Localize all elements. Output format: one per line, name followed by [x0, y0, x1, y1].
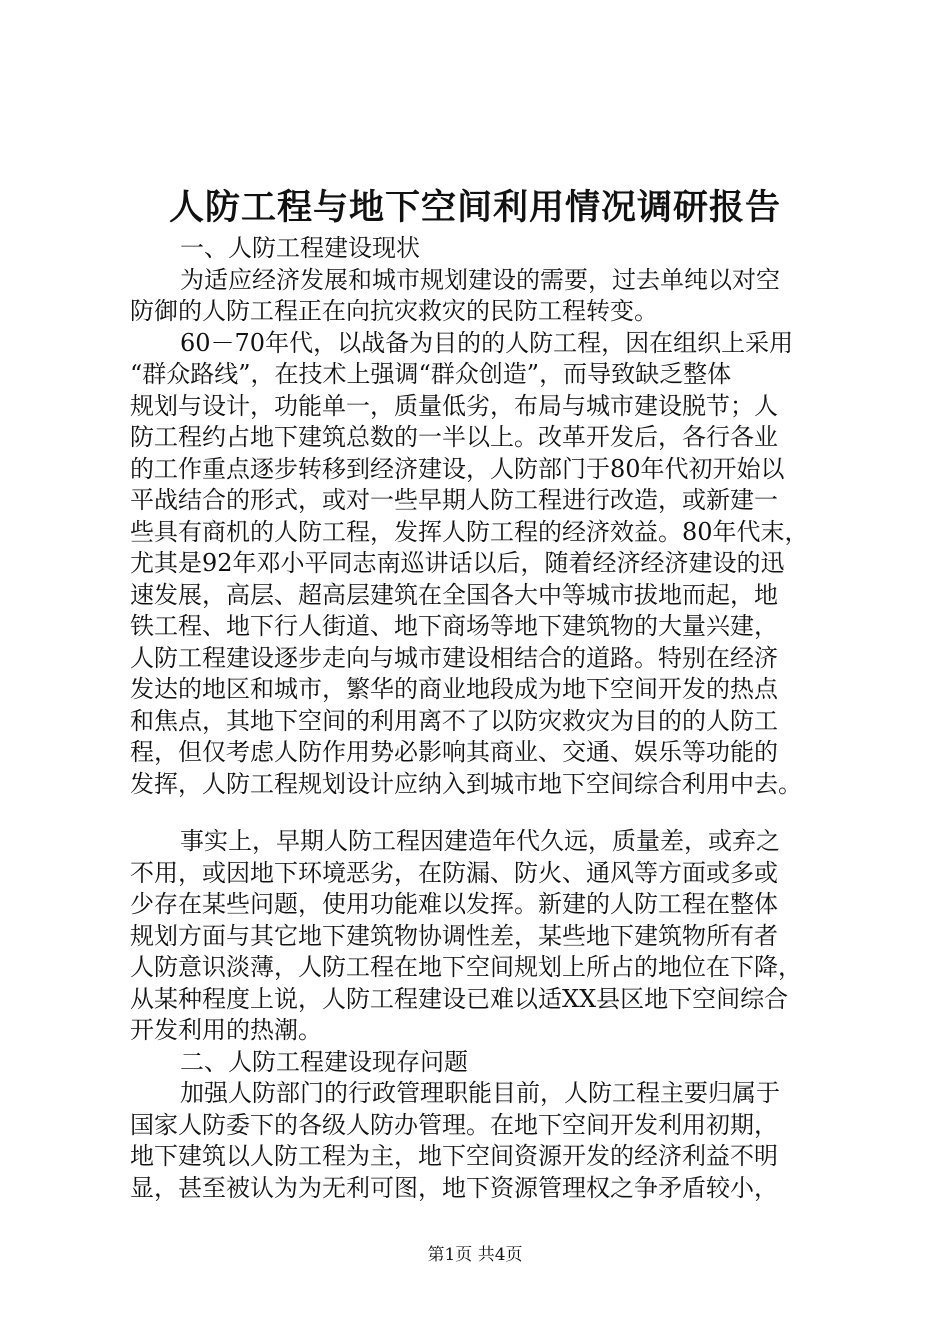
paragraph-4-line: 显，甚至被认为为无利可图，地下资源管理权之争矛盾较小， — [130, 1173, 778, 1202]
paragraph-3-line: 规划方面与其它地下建筑物协调性差，某些地下建筑物所有者 — [130, 921, 778, 950]
paragraph-2-line: 平战结合的形式，或对一些早期人防工程进行改造，或新建一 — [130, 486, 778, 514]
paragraph-3-line: 开发利用的热潮。 — [130, 1016, 322, 1044]
paragraph-3-line: 少存在某些问题，使用功能难以发挥。新建的人防工程在整体 — [130, 890, 778, 918]
paragraph-2-line: 些具有商机的人防工程，发挥人防工程的经济效益。80年代末， — [130, 517, 809, 546]
paragraph-2-line: 速发展，高层、超高层建筑在全国各大中等城市拔地而起，地 — [130, 580, 778, 609]
paragraph-2-line: 发达的地区和城市，繁华的商业地段成为地下空间开发的热点 — [130, 675, 778, 703]
page-footer: 第1页 共4页 — [427, 1245, 523, 1265]
paragraph-2-line: 尤其是92年邓小平同志南巡讲话以后，随着经济经济建设的迅 — [130, 549, 785, 577]
paragraph-2-line: “群众路线”，在技术上强调“群众创造”，而导致缺乏整体 — [130, 360, 732, 388]
paragraph-2-line: 和焦点，其地下空间的利用离不了以防灾救灾为目的的人防工 — [130, 706, 778, 735]
section-heading-1: 一、人防工程建设现状 — [180, 234, 420, 262]
paragraph-2-line: 60－70年代，以战备为目的的人防工程，因在组织上采用 — [180, 328, 794, 357]
paragraph-2-line: 铁工程、地下行人街道、地下商场等地下建筑物的大量兴建， — [130, 612, 778, 640]
paragraph-2-line: 防工程约占地下建筑总数的一半以上。改革开发后，各行各业 — [130, 423, 778, 451]
paragraph-spacer — [130, 800, 830, 826]
paragraph-3-line: 不用，或因地下环境恶劣，在防漏、防火、通风等方面或多或 — [130, 858, 778, 887]
document-body — [130, 233, 830, 1204]
paragraph-4-line: 国家人防委下的各级人防办管理。在地下空间开发利用初期， — [130, 1110, 778, 1139]
paragraph-3-line: 事实上，早期人防工程因建造年代久远，质量差，或弃之 — [180, 827, 780, 855]
paragraph-2-line: 的工作重点逐步转移到经济建设，人防部门于80年代初开始以 — [130, 454, 785, 483]
paragraph-4-line: 加强人防部门的行政管理职能目前，人防工程主要归属于 — [180, 1079, 780, 1107]
paragraph-2-line: 发挥，人防工程规划设计应纳入到城市地下空间综合利用中去。 — [130, 769, 802, 798]
paragraph-3-line: 人防意识淡薄，人防工程在地下空间规划上所占的地位在下降， — [130, 953, 802, 981]
paragraph-3-line: 从某种程度上说，人防工程建设已难以适XX县区地下空间综合 — [130, 984, 789, 1013]
paragraph-4-line: 地下建筑以人防工程为主，地下空间资源开发的经济利益不明 — [130, 1142, 778, 1170]
section-heading-2: 二、人防工程建设现存问题 — [180, 1047, 468, 1076]
document-title: 人防工程与地下空间利用情况调研报告 — [168, 187, 781, 228]
paragraph-2-line: 人防工程建设逐步走向与城市建设相结合的道路。特别在经济 — [130, 643, 778, 672]
paragraph-1-line: 防御的人防工程正在向抗灾救灾的民防工程转变。 — [130, 297, 658, 325]
paragraph-2-line: 规划与设计，功能单一，质量低劣，布局与城市建设脱节；人 — [130, 391, 778, 420]
paragraph-1-line: 为适应经济发展和城市规划建设的需要，过去单纯以对空 — [180, 265, 780, 294]
paragraph-2-line: 程，但仅考虑人防作用势必影响其商业、交通、娱乐等功能的 — [130, 738, 778, 766]
